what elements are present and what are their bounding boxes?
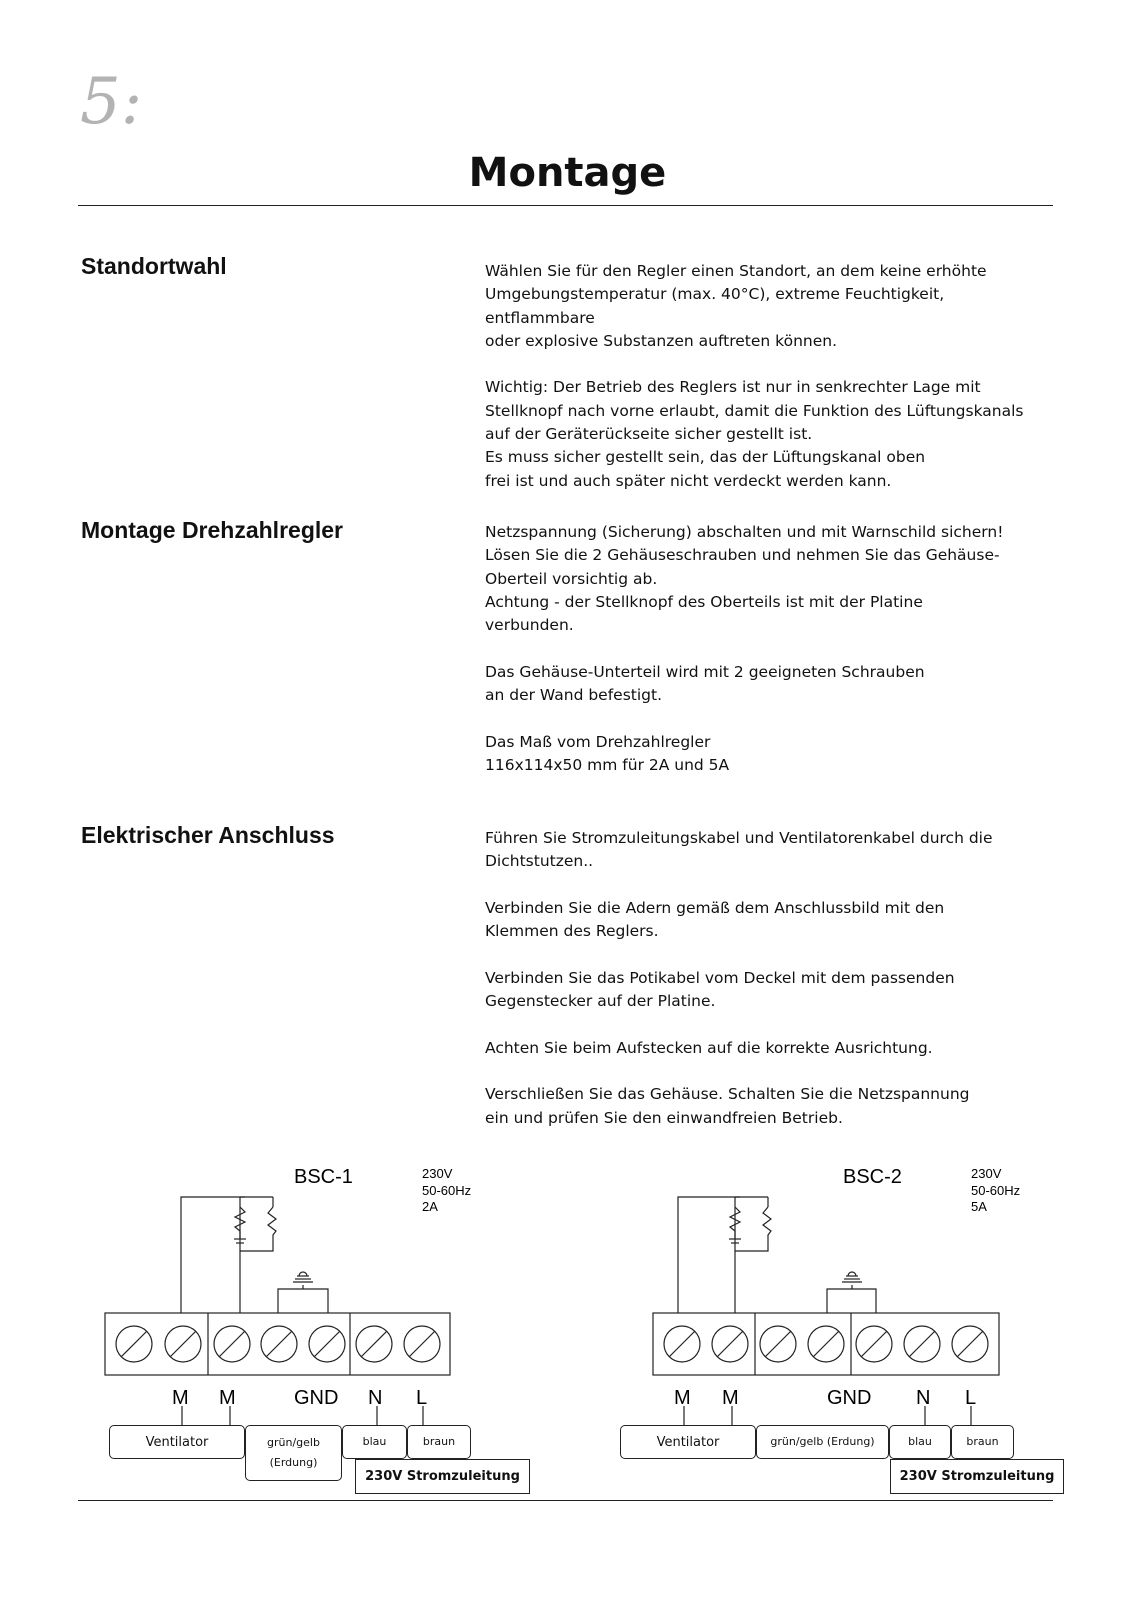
label-ventilator: Ventilator [109,1425,245,1459]
paragraph: Netzspannung (Sicherung) abschalten und mit Warnschild sichern! Lösen Sie die 2 Gehäuseschrauben und nehmen Sie das Gehäuse- Oberteil vorsichtig ab. Achtung - der Stellknopf des Oberteils ist mit der Platine verbunden. [485,523,1004,635]
paragraph: Verschließen Sie das Gehäuse. Schalten Sie die Netzspannung ein und prüfen Sie den einwandfreien Betrieb. [485,1085,970,1127]
terminal-label-n: N [916,1387,931,1409]
terminal-label-n: N [368,1387,383,1409]
terminal-label-gnd: GND [827,1387,872,1409]
terminal-label-m1: M [674,1387,691,1409]
section-heading-standortwahl: Standortwahl [81,253,227,279]
diagram-spec-voltage: 230V [971,1166,1002,1181]
paragraph: Wichtig: Der Betrieb des Reglers ist nur in senkrechter Lage mit Stellknopf nach vorne erlaubt, damit die Funktion des Lüftungskanals auf der Geräterückseite sicher gestellt ist. Es muss sicher gestellt sein, das der Lüftungskanal oben frei ist und auch später nicht verdeckt werden kann. [485,378,1024,490]
terminal-label-m2: M [219,1387,236,1409]
paragraph: Wählen Sie für den Regler einen Standort, an dem keine erhöhte Umgebungstemperatur (max. 40°C), extreme Feuchtigkeit, entflammbare oder explosive Substanzen auftreten können. [485,262,987,350]
diagram-spec-current: 5A [971,1199,987,1214]
paragraph: Verbinden Sie die Adern gemäß dem Anschlussbild mit den Klemmen des Reglers. [485,898,945,941]
diagram-spec-frequency: 50-60Hz [971,1183,1021,1198]
section-text-montage-drehzahlregler [485,521,1045,777]
diagram-spec-current: 2A [422,1199,438,1214]
terminal-label-l: L [965,1387,977,1409]
diagram-spec-frequency: 50-60Hz [422,1183,472,1198]
label-blue: blau [342,1425,407,1459]
paragraph: Das Gehäuse-Unterteil wird mit 2 geeigneten Schrauben an der Wand befestigt. [485,662,925,705]
section-text-standortwahl [485,260,1045,493]
terminal-label-m1: M [172,1387,189,1409]
label-ground [245,1425,342,1481]
chapter-number: 5: [80,65,143,139]
label-brown: braun [951,1425,1014,1459]
paragraph: Führen Sie Stromzuleitungskabel und Ventilatorenkabel durch die Dichtstutzen.. [485,829,993,871]
label-supply: 230V Stromzuleitung [355,1459,530,1494]
label-brown: braun [407,1425,471,1459]
page-title: Montage [468,150,667,196]
top-rule [78,205,1053,206]
section-text-elektrischer-anschluss [485,827,1045,1130]
diagram-spec-voltage: 230V [422,1166,453,1181]
wires [105,1197,450,1425]
label-ground: grün/gelb (Erdung) [756,1425,889,1459]
diagram-model-label: BSC-1 [294,1166,353,1188]
label-supply: 230V Stromzuleitung [890,1459,1064,1494]
label-blue: blau [889,1425,951,1459]
bottom-rule [78,1500,1053,1501]
section-heading-elektrischer-anschluss: Elektrischer Anschluss [81,822,335,848]
label-ventilator: Ventilator [620,1425,756,1459]
terminal-screws [116,1326,440,1362]
label-ground-line2: (Erdung) [269,1456,318,1469]
wires [653,1197,999,1425]
wiring-diagram-bsc-1 [100,1155,560,1495]
section-heading-montage-drehzahlregler: Montage Drehzahlregler [81,517,343,543]
terminal-label-m2: M [722,1387,739,1409]
diagram-model-label: BSC-2 [843,1166,902,1188]
terminal-label-l: L [416,1387,428,1409]
terminal-screws [664,1326,988,1362]
wiring-diagram-bsc-2 [615,1155,1075,1495]
paragraph: Das Maß vom Drehzahlregler 116x114x50 mm für 2A und 5A [485,732,730,774]
paragraph: Verbinden Sie das Potikabel vom Deckel mit dem passenden Gegenstecker auf der Platine. [485,968,955,1011]
paragraph: Achten Sie beim Aufstecken auf die korrekte Ausrichtung. [485,1038,933,1057]
terminal-label-gnd: GND [294,1387,339,1409]
label-ground-line1: grün/gelb [267,1436,320,1449]
